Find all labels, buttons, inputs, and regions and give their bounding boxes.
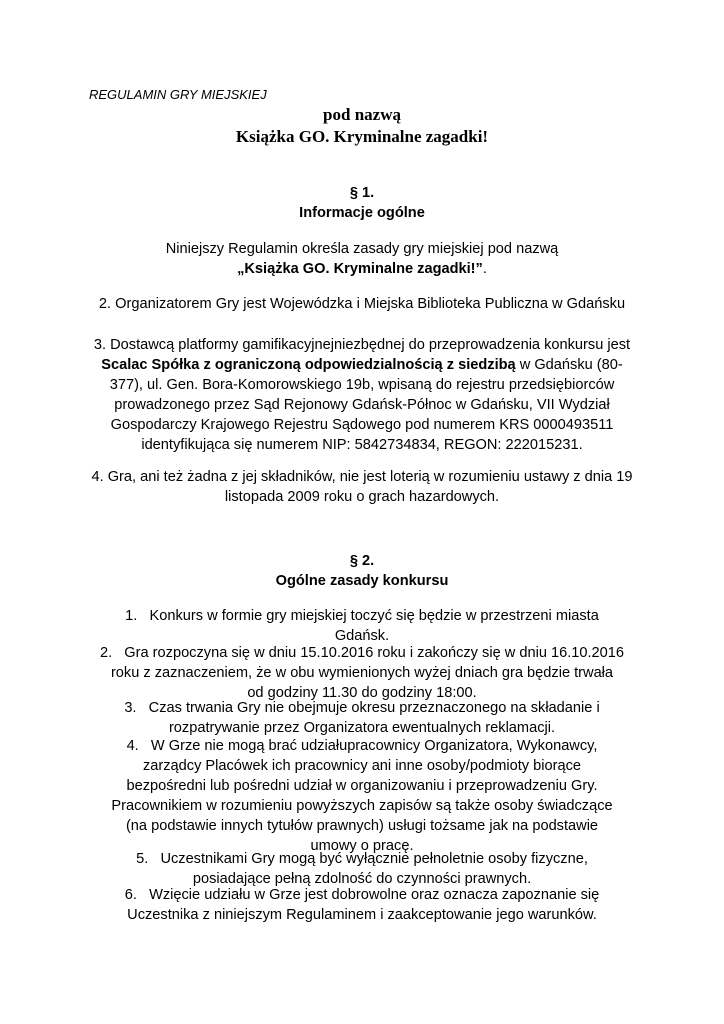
list-item-line (0, 849, 724, 869)
list-item-line: rozpatrywanie przez Organizatora ewentualnych reklamacji. (168, 720, 556, 736)
list-item-text: Gra rozpoczyna się w dniu 15.10.2016 roku i zakończy się w dniu 16.10.2016 (124, 645, 625, 661)
company-name: Scalac Spółka z ograniczoną odpowiedzialnością z siedzibą (101, 357, 516, 373)
section-1-number: § 1. (349, 185, 375, 201)
list-item-line (0, 606, 724, 626)
list-item-line: (na podstawie innych tytułów prawnych) usługi tożsame jak na podstawie (125, 818, 599, 834)
section-1-paragraph-2 (0, 294, 724, 314)
document-title (0, 104, 724, 148)
paragraph-line: listopada 2009 roku o grach hazardowych. (224, 489, 500, 505)
list-item-line: od godziny 11.30 do godziny 18:00. (247, 685, 477, 701)
list-item-line (0, 736, 724, 756)
list-item-line: Gdańsk. (334, 628, 390, 644)
list-item-text: Czas trwania Gry nie obejmuje okresu przeznaczonego na składanie i (148, 700, 600, 716)
paragraph-line: prowadzonego przez Sąd Rejonowy Gdańsk-Północ w Gdańsku, VII Wydział (114, 397, 610, 413)
paragraph-line: identyfikująca się numerem NIP: 5842734834, REGON: 222015231. (141, 437, 583, 453)
section-1-header (0, 183, 724, 223)
list-item (0, 736, 724, 856)
list-item-line: Pracownikiem w rozumieniu powyższych zapisów są także osoby świadczące (111, 798, 613, 814)
list-item-text: Uczestnikami Gry mogą być wyłącznie pełnoletnie osoby fizyczne, (160, 851, 588, 867)
list-item-number: 5. (136, 851, 149, 867)
paragraph-line: 2. Organizatorem Gry jest Wojewódzka i Miejska Biblioteka Publiczna w Gdańsku (98, 296, 626, 312)
list-item-line (0, 643, 724, 663)
document-header: REGULAMIN GRY MIEJSKIEJ (89, 87, 267, 102)
list-item-number: 1. (125, 608, 138, 624)
paragraph-line: 4. Gra, ani też żadna z jej składników, nie jest loterią w rozumieniu ustawy z dnia 19 (91, 469, 633, 485)
list-item-number: 4. (126, 738, 139, 754)
paragraph-line: Niniejszy Regulamin określa zasady gry miejskiej pod nazwą (165, 241, 559, 257)
list-item-text: Konkurs w formie gry miejskiej toczyć się będzie w przestrzeni miasta (149, 608, 599, 624)
section-2-header (0, 551, 724, 591)
list-item-line (0, 698, 724, 718)
paragraph-line: Gospodarczy Krajowego Rejestru Sądowego pod numerem KRS 0000493511 (110, 417, 614, 433)
list-item-line: umowy o pracę. (310, 838, 414, 854)
paragraph-line (0, 355, 724, 375)
list-item-number: 2. (99, 645, 113, 661)
section-1-paragraph-1 (0, 239, 724, 279)
paragraph-text: w Gdańsku (80- (515, 357, 623, 373)
list-item (0, 606, 724, 646)
list-item (0, 643, 724, 703)
paragraph-line (0, 259, 724, 279)
list-item-number: 3. (124, 700, 137, 716)
paragraph-line: 377), ul. Gen. Bora-Komorowskiego 19b, wpisaną do rejestru przedsiębiorców (109, 377, 615, 393)
list-item-text: W Grze nie mogą brać udziałupracownicy Organizatora, Wykonawcy, (150, 738, 598, 754)
section-2-number: § 2. (349, 553, 375, 569)
title-line-1: pod nazwą (323, 105, 401, 124)
list-item-number: 6. (124, 887, 137, 903)
section-1-paragraph-3 (0, 335, 724, 455)
list-item-line: posiadające pełną zdolność do czynności prawnych. (192, 871, 532, 887)
paragraph-end: . (482, 261, 487, 277)
list-item-line: roku z zaznaczeniem, że w obu wymienionych wyżej dniach gra będzie trwała (110, 665, 614, 681)
title-line-2: Książka GO. Kryminalne zagadki! (235, 127, 489, 146)
list-item (0, 885, 724, 925)
list-item-line: bezpośredni lub pośredni udział w organizowaniu i przeprowadzeniu Gry. (126, 778, 598, 794)
list-item (0, 698, 724, 738)
list-item-line: zarządcy Placówek ich pracownicy ani inne osoby/podmioty biorące (142, 758, 582, 774)
game-name: „Książka GO. Kryminalne zagadki!” (237, 261, 483, 277)
section-1-paragraph-4 (0, 467, 724, 507)
list-item (0, 849, 724, 889)
section-1-heading: Informacje ogólne (299, 205, 425, 221)
list-item-line (0, 885, 724, 905)
list-item-line: Uczestnika z niniejszym Regulaminem i zaakceptowanie jego warunków. (127, 907, 597, 923)
list-item-text: Wzięcie udziału w Grze jest dobrowolne oraz oznacza zapoznanie się (149, 887, 600, 903)
section-2-heading: Ogólne zasady konkursu (275, 573, 449, 589)
paragraph-line: 3. Dostawcą platformy gamifikacyjnejniezbędnej do przeprowadzenia konkursu jest (93, 337, 631, 353)
